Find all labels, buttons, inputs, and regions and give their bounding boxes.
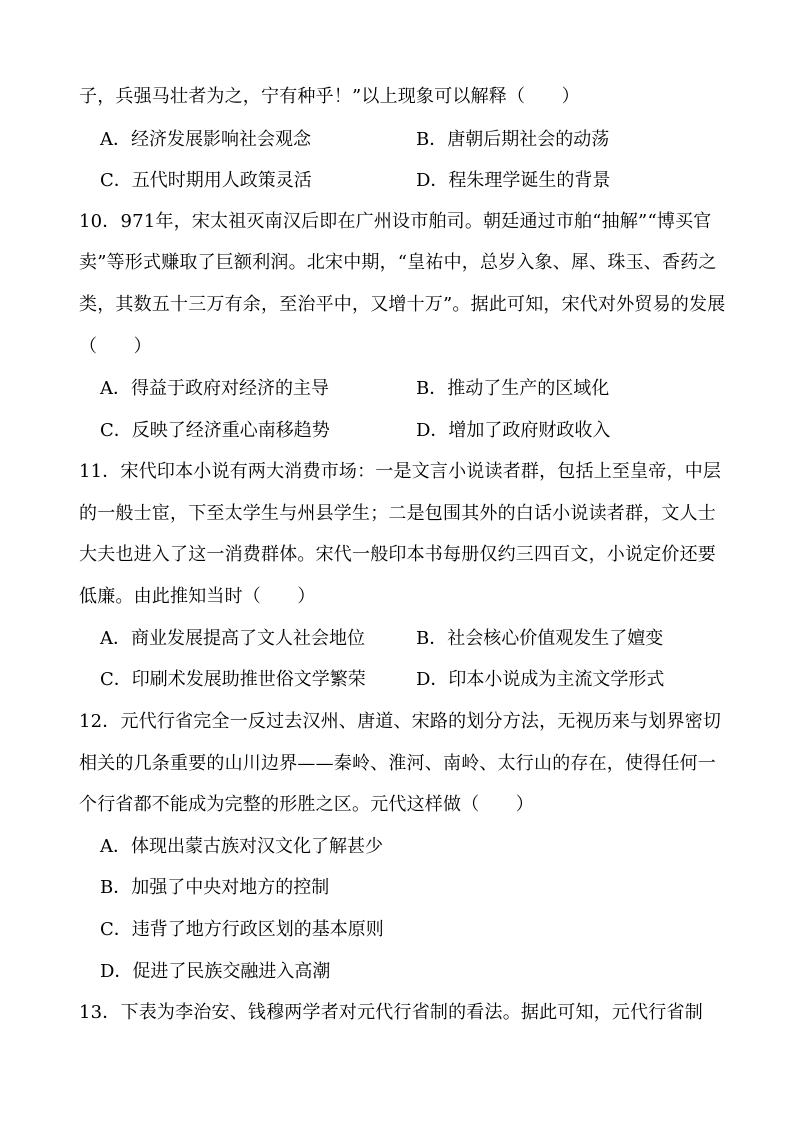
q11-stem-line-4: 低廉。由此推知当时（ ） [79, 586, 316, 607]
q10-stem-line-3: 类，其数五十三万有余，至治平中，又增十万”。据此可知，宋代对外贸易的发展 [79, 294, 726, 315]
q9-option-b: B．唐朝后期社会的动荡 [416, 129, 610, 150]
q11-stem-line-3: 大夫也进入了这一消费群体。宋代一般印本书每册仅约三四百文，小说定价还要 [79, 544, 716, 565]
q11-option-b: B．社会核心价值观发生了嬗变 [416, 628, 664, 649]
q11-stem-line-2: 的一般士宦，下至太学生与州县学生；二是包围其外的白话小说读者群，文人士 [79, 503, 716, 524]
q9-option-d: D．程朱理学诞生的背景 [416, 170, 611, 191]
q11-option-c: C．印刷术发展助推世俗文学繁荣 [100, 669, 366, 690]
q9-stem-tail: 子，兵强马壮者为之，宁有种乎！”以上现象可以解释（ ） [79, 86, 580, 107]
q10-option-c: C．反映了经济重心南移趋势 [100, 420, 330, 441]
q11-option-a: A．商业发展提高了文人社会地位 [100, 628, 365, 649]
q9-option-c: C．五代时期用人政策灵活 [100, 170, 312, 191]
q10-stem-line-4: （ ） [79, 336, 152, 357]
q12-option-d: D．促进了民族交融进入高潮 [100, 961, 331, 982]
q13-stem-line-1: 13．下表为李治安、钱穆两学者对元代行省制的看法。据此可知，元代行省制 [79, 1002, 703, 1023]
q10-option-a: A．得益于政府对经济的主导 [100, 378, 329, 399]
q12-stem-line-3: 个行省都不能成为完整的形胜之区。元代这样做（ ） [79, 794, 534, 815]
q10-stem-line-1: 10．971年，宋太祖灭南汉后即在广州设市舶司。朝廷通过市舶“抽解”“博买官 [79, 211, 712, 232]
q9-option-a: A．经济发展影响社会观念 [100, 129, 311, 150]
q12-option-a: A．体现出蒙古族对汉文化了解甚少 [100, 836, 383, 857]
q11-option-d: D．印本小说成为主流文学形式 [416, 669, 665, 690]
q10-stem-line-2: 卖”等形式赚取了巨额利润。北宋中期，“皇祐中，总岁入象、犀、珠玉、香药之 [79, 252, 717, 273]
q12-option-c: C．违背了地方行政区划的基本原则 [100, 919, 384, 940]
q10-option-b: B．推动了生产的区域化 [416, 378, 610, 399]
q11-stem-line-1: 11．宋代印本小说有两大消费市场：一是文言小说读者群，包括上至皇帝，中层 [79, 461, 722, 482]
q12-stem-line-2: 相关的几条重要的山川边界——秦岭、淮河、南岭、太行山的存在，使得任何一 [79, 753, 716, 774]
q12-option-b: B．加强了中央对地方的控制 [100, 877, 330, 898]
q10-option-d: D．增加了政府财政收入 [416, 420, 611, 441]
q12-stem-line-1: 12．元代行省完全一反过去汉州、唐道、宋路的划分方法，无视历来与划界密切 [79, 711, 722, 732]
